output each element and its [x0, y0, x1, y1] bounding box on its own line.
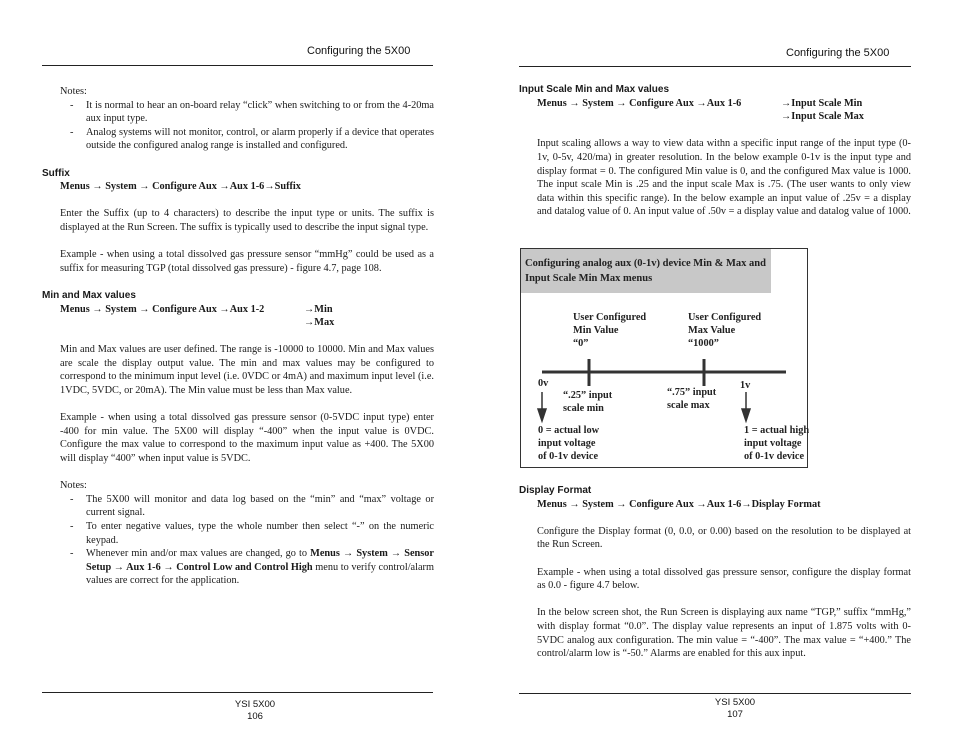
scale-menu-path	[519, 97, 911, 111]
suffix-example: Example - when using a total dissolved gas pressure sensor “mmHg” could be used as a suffix for measuring TGP (total dissolved gas pressure) - figure 4.7, page 108.	[60, 249, 434, 274]
low-arrow-head	[538, 409, 546, 421]
menu-tail-scale-max: →Input Scale Max	[781, 111, 864, 123]
notes-label: Notes:	[60, 86, 87, 97]
minmax-menu-text: Menus → System → Configure Aux →Aux 1-2	[60, 303, 265, 315]
footer-right	[700, 697, 770, 721]
right-page-bottom-body	[519, 484, 911, 661]
running-header-left: Configuring the 5X00	[307, 45, 411, 57]
actual-low-label	[538, 424, 599, 463]
actual-high-line: of 0-1v device	[744, 451, 805, 462]
max-label-line: User Configured	[688, 312, 762, 323]
footer-left	[220, 699, 290, 723]
note-text: Whenever min and/or max values are changed, go to	[86, 548, 311, 560]
notes-list	[60, 99, 434, 153]
suffix-heading: Suffix	[42, 167, 70, 179]
diagram-title: Configuring analog aux (0-1v) device Min & Max and Input Scale Min Max menus	[521, 249, 771, 293]
page-number: 107	[727, 709, 743, 720]
note-item: - To enter negative values, type the whole number then select “-” on the numeric keypad.	[60, 520, 434, 547]
actual-high-line: 1 = actual high	[744, 425, 810, 436]
scale-max-line: “.75” input	[667, 387, 717, 398]
scaling-diagram	[520, 248, 808, 468]
note-menu-path: Menus → System → Sensor Setup → Aux 1-6 → Control Low and Control High	[86, 548, 434, 573]
actual-high-line: input voltage	[744, 438, 802, 449]
scale-min-line: scale min	[563, 403, 604, 414]
running-header-right: Configuring the 5X00	[786, 47, 890, 59]
menu-tail-scale-min: →Input Scale Min	[781, 97, 863, 109]
minmax-heading: Min and Max values	[42, 289, 136, 301]
actual-low-line: of 0-1v device	[538, 451, 599, 462]
right-end-label: 1v	[740, 380, 751, 391]
actual-high-label	[744, 424, 809, 463]
min-label-line: Min Value	[573, 325, 619, 336]
display-format-heading: Display Format	[519, 485, 592, 496]
header-rule-right	[519, 66, 911, 67]
note-item: - Analog systems will not monitor, control, or alarm properly if a device that operates outside the configured analog range is installed and configured.	[60, 126, 434, 153]
footer-rule-right	[519, 693, 911, 694]
header-rule-left	[42, 65, 433, 66]
scale-max-line: scale max	[667, 400, 710, 411]
display-format-example: Example - when using a total dissolved gas pressure sensor, configure the display format as 0.0 - figure 4.7 below.	[537, 566, 911, 592]
high-arrow-head	[742, 409, 750, 421]
left-end-label: 0v	[538, 378, 549, 389]
scale-description: Input scaling allows a way to view data withn a specific input range of the input type (0-1v, 0-5v, 420/ma) in greater resolution. In the below example 0-1v is the input type and display format = 0. The configured Min value is 0, and the configured Max value is 1000. The input scale Min is .25 and the input scale Max is .75. (The user wants to only view data within this specific range). In the below example an input value of .25v = a display and datalog value of 0. An input value of .50v = a display value and datalog value of 1000.	[537, 138, 911, 218]
minmax-menu-path	[42, 303, 434, 317]
scale-min-label	[563, 389, 612, 415]
minmax-description: Min and Max values are user defined. The range is -10000 to 10000. Min and Max values are scale the display output value. The min and max values may be configured to correspond to the minimum input level (i.e. 0VDC or 4mA) and maximum input level (i.e. 1VDC, 5VDC, or 20mA). The Min value must be less than Max value.	[60, 344, 434, 397]
note-item: - The 5X00 will monitor and data log based on the “min” and “max” voltage or current signal.	[60, 493, 434, 520]
menu-tail-min: →Min	[304, 303, 333, 315]
scale-menu-text: Menus → System → Configure Aux →Aux 1-6	[537, 97, 742, 109]
footer-rule-left	[42, 692, 433, 693]
right-page	[477, 0, 954, 738]
page-number: 106	[247, 711, 263, 722]
footer-product: YSI 5X00	[234, 699, 276, 710]
minmax-example: Example - when using a total dissolved gas pressure sensor (0-5VDC input type) enter -400 for min value. The 5X00 will display “-400” when the input value is 0VDC. Configure the max value to correspond to the maximum input value as +400. The 5X00 will display “400” when input value is 5VDC.	[60, 412, 434, 465]
actual-low-line: input voltage	[538, 438, 596, 449]
scale-menu-row-2	[519, 110, 911, 124]
min-label	[573, 311, 646, 350]
note-item: - It is normal to hear an on-board relay “click” when switching to or from the 4-20ma aux input type.	[60, 99, 434, 126]
max-label-line: Max Value	[688, 325, 736, 336]
scale-min-line: “.25” input	[563, 390, 613, 401]
max-label	[688, 311, 761, 350]
note-item	[60, 547, 434, 588]
run-screen-description: In the below screen shot, the Run Screen is displaying aux name “TGP,” suffix “mmHg,” with display format “0.0”. The display value represents an input of 1.875 volts with 0-5VDC analog aux configuration. The min value = “-400”. The max value = “+400.” The control/alarm low is “-50.” Alarms are enabled for this aux input.	[537, 607, 911, 660]
left-page-body	[42, 85, 434, 588]
suffix-description: Enter the Suffix (up to 4 characters) to describe the input type or units. The suffix is displayed at the Run Screen. The suffix is typically used to describe the input signal type.	[60, 208, 434, 233]
footer-product: YSI 5X00	[714, 697, 756, 708]
menu-tail-max: →Max	[304, 317, 335, 329]
right-page-top-body	[519, 83, 911, 219]
min-label-line: User Configured	[573, 312, 647, 323]
actual-low-line: 0 = actual low	[538, 425, 600, 436]
suffix-menu-path: Menus → System → Configure Aux →Aux 1-6→Suffix	[60, 181, 301, 193]
display-format-menu-path: Menus → System → Configure Aux →Aux 1-6→Display Format	[537, 498, 821, 510]
minmax-notes-list	[60, 493, 434, 588]
min-label-value: “0”	[573, 338, 589, 349]
minmax-notes-label: Notes:	[60, 480, 87, 492]
scale-max-label	[667, 386, 716, 412]
minmax-menu-row-2	[42, 316, 434, 330]
display-format-description: Configure the Display format (0, 0.0, or 0.00) based on the resolution to be displayed at the Run Screen.	[537, 525, 911, 551]
note-text: menu to verify control/alarm values are correct for the application.	[86, 561, 434, 587]
scale-heading: Input Scale Min and Max values	[519, 84, 670, 95]
max-label-value: “1000”	[688, 338, 719, 349]
